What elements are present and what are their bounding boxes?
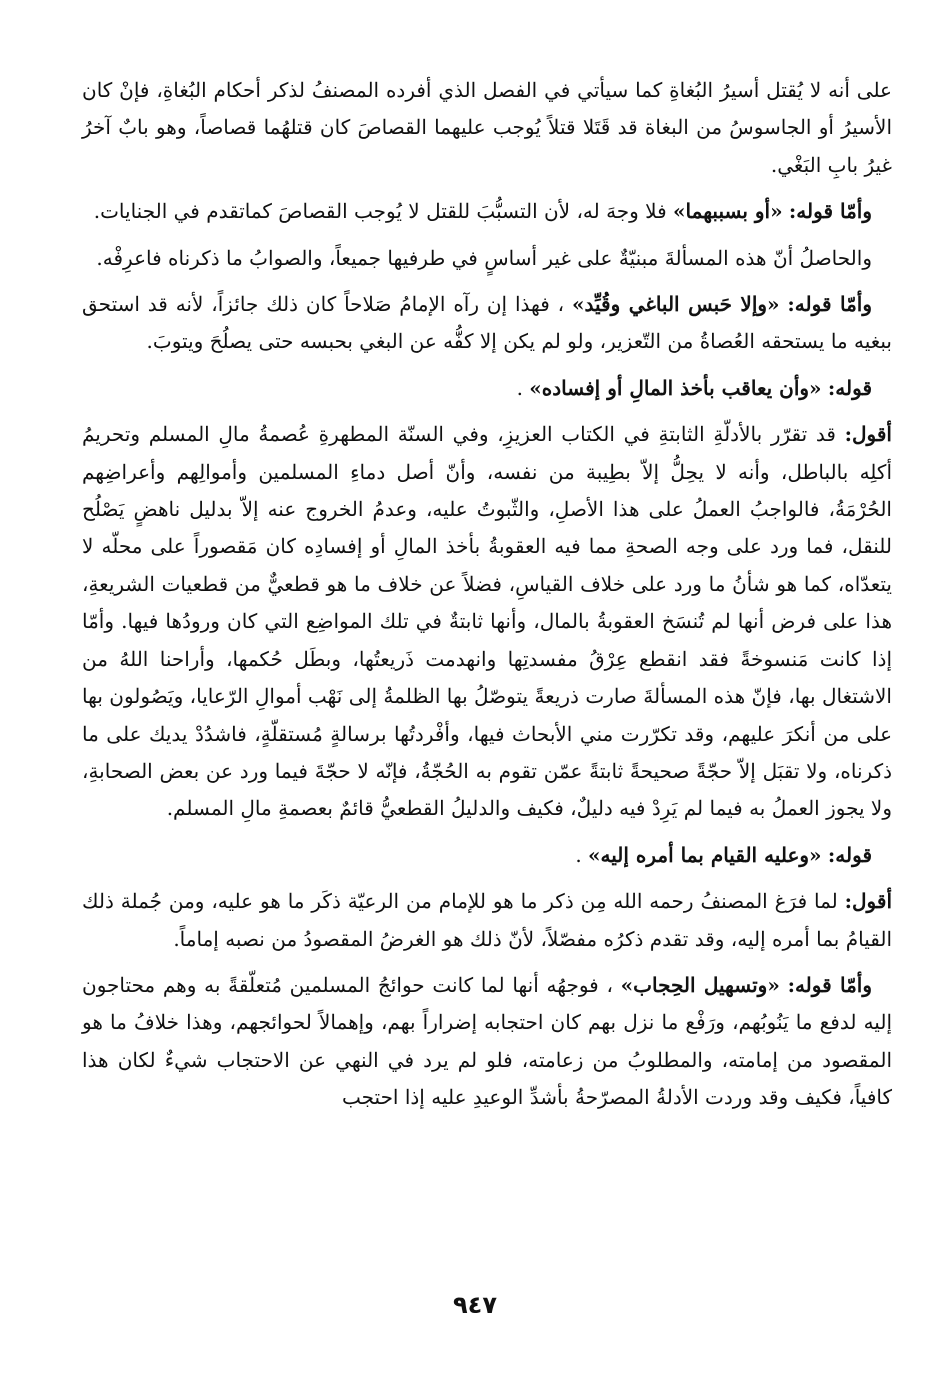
paragraph-9-lead: «وتسهيل الحِجاب» [620, 972, 780, 997]
paragraph-5 [82, 370, 892, 407]
paragraph-3 [82, 240, 892, 277]
paragraph-9-text: ، فوجهُه أنها لما كانت حوائجُ المسلمين مُتعلّقةً به وهم محتاجون إليه لدفع ما يَنُوبُهم، ورَفْع ما نزل بهم كان احتجابه إضراراً بهم، وإهمالاً لحوائجهم، وهذا خلافُ ما هو المقصود من إمامته، والمطلوبُ من زعامته، فلو لم يرد في النهي عن الاحتجاب شيءٌ لكان هذا كافياً، فكيف وقد وردت الأدلةُ المصرّحةُ بأشدِّ الوعيدِ عليه إذا احتجب [82, 972, 892, 1110]
paragraph-4-lead: «وإلا حَبس الباغي وقُيِّد» [571, 292, 780, 317]
paragraph-5-text: . [516, 375, 523, 400]
paragraph-6-text: قد تقرّر بالأدلّةِ الثابتةِ في الكتاب العزيزِ، وفي السنّة المطهرةِ عُصمةُ مالِ المسلم وتحريمُ أكلِه بالباطل، وأنه لا يحِلُّ إلاّ بطِيبة من نفسه، وأنّ أصل دماءِ المسلمين وأموالِهم وأعراضِهم الحُرْمَةُ، فالواجبُ العملُ على هذا الأصلِ، والثّبوتُ عليه، وعدمُ الخروج عنه إلاّ بدليل ناهضٍ يَصْلُح للنقل، فما ورد على وجه الصحةِ مما فيه العقوبةُ بأخذ المالِ أو إفسادِه كان مَقصوراً على محلّه لا يتعدّاه، كما هو شأنُ ما ورد على خلاف القياسِ، فضلاً عن خلاف ما هو قطعيٌّ من قطعيات الشريعةِ، هذا على فرض أنها لم تُنسَخ العقوبةُ بالمال، وأنها ثابتةٌ في تلك المواضِع التي كان ورودُها فيها. وأمّا إذا كانت مَنسوخةً فقد انقطع عِرْقُ مفسدتِها وانهدمت ذَريعتُها، وبطَل حُكمها، وأراحنا اللهُ من الاشتغال بها، فإنّ هذه المسألةَ صارت ذريعةً يتوصّلُ بها الظلمةُ إلى نَهْب أموالِ الرّعايا، ويَصُولون بها على من أنكرَ عليهم، وقد تكرّرت مني الأبحاث فيها، وأفْردتُها برسالةٍ مُستقلّةٍ، فاشدُدْ يديك على ما ذكرناه، ولا تقبَل إلاّ حجّةً صحيحةً ثابتةً عمّن تقوم به الحُجّةُ، فإنّه لا حجّةَ فيما ورد عن بعض الصحابةِ، ولا يجوز العملُ به فيما لم يَرِدْ فيه دليلٌ، فكيف والدليلُ القطعيُّ قائمٌ بعصمةِ مالِ المسلم. [82, 422, 892, 821]
paragraph-6 [82, 416, 892, 827]
paragraph-5-label: قوله: [827, 375, 872, 400]
page-number: ٩٤٧ [453, 1291, 497, 1319]
paragraph-4-text: ، فهذا إن رآه الإمامُ صَلاحاً كان ذلك جائزاً، لأنه قد استحق ببغيه ما يستحقه العُصاةُ من التّعزير، ولو لم يكن إلا كفُّه عن البغي بحبسه حتى يصلُحَ ويتوبَ. [82, 292, 892, 354]
paragraph-4 [82, 286, 892, 361]
paragraph-1-text: على أنه لا يُقتل أسيرُ البُغاةِ كما سيأتي في الفصل الذي أفرده المصنفُ لذكر أحكام البُغاةِ، فإنْ كان الأسيرُ أو الجاسوسُ من البغاة قد قَتَلا قتلاً يُوجب عليهما القصاصَ كان قتلهُما قصاصاً، وهو بابٌ آخرُ غيرُ بابِ البَغْي. [82, 78, 892, 177]
page-body [82, 72, 892, 1126]
paragraph-8-text: لما فرَغ المصنفُ رحمه الله مِن ذكر ما هو للإمام من الرعيّة ذكَر ما هو عليه، ومن جُملة ذلك القيامُ بما أمره إليه، وقد تقدم ذكرُه مفصّلاً، لأنّ ذلك هو الغرضُ المقصودُ من نصبه إماماً. [82, 889, 892, 951]
paragraph-2-label: وأمّا قوله: [788, 199, 872, 224]
paragraph-5-lead: «وأن يعاقب بأخذ المالِ أو إفساده» [529, 375, 822, 400]
paragraph-9 [82, 967, 892, 1117]
paragraph-7-lead: «وعليه القيام بما أمره إليه» [588, 842, 822, 867]
paragraph-2 [82, 193, 892, 230]
paragraph-2-text: فلا وجهَ له، لأن التسبُّبَ للقتل لا يُوجب القصاصَ كماتقدم في الجنايات. [93, 199, 667, 224]
paragraph-3-text: والحاصلُ أنّ هذه المسألةَ مبنيّةٌ على غير أساسٍ في طرفيها جميعاً، والصوابُ ما ذكرناه فاعرِفْه. [96, 245, 872, 270]
paragraph-7-text: . [575, 842, 582, 867]
paragraph-1 [82, 72, 892, 184]
paragraph-2-lead: «أو بسببهما» [673, 199, 783, 224]
paragraph-8 [82, 883, 892, 958]
paragraph-8-label: أقول: [844, 889, 893, 914]
paragraph-4-label: وأمّا قوله: [787, 292, 872, 317]
paragraph-6-label: أقول: [844, 422, 892, 447]
paragraph-7 [82, 837, 892, 874]
paragraph-9-label: وأمّا قوله: [787, 972, 873, 997]
paragraph-7-label: قوله: [827, 842, 872, 867]
